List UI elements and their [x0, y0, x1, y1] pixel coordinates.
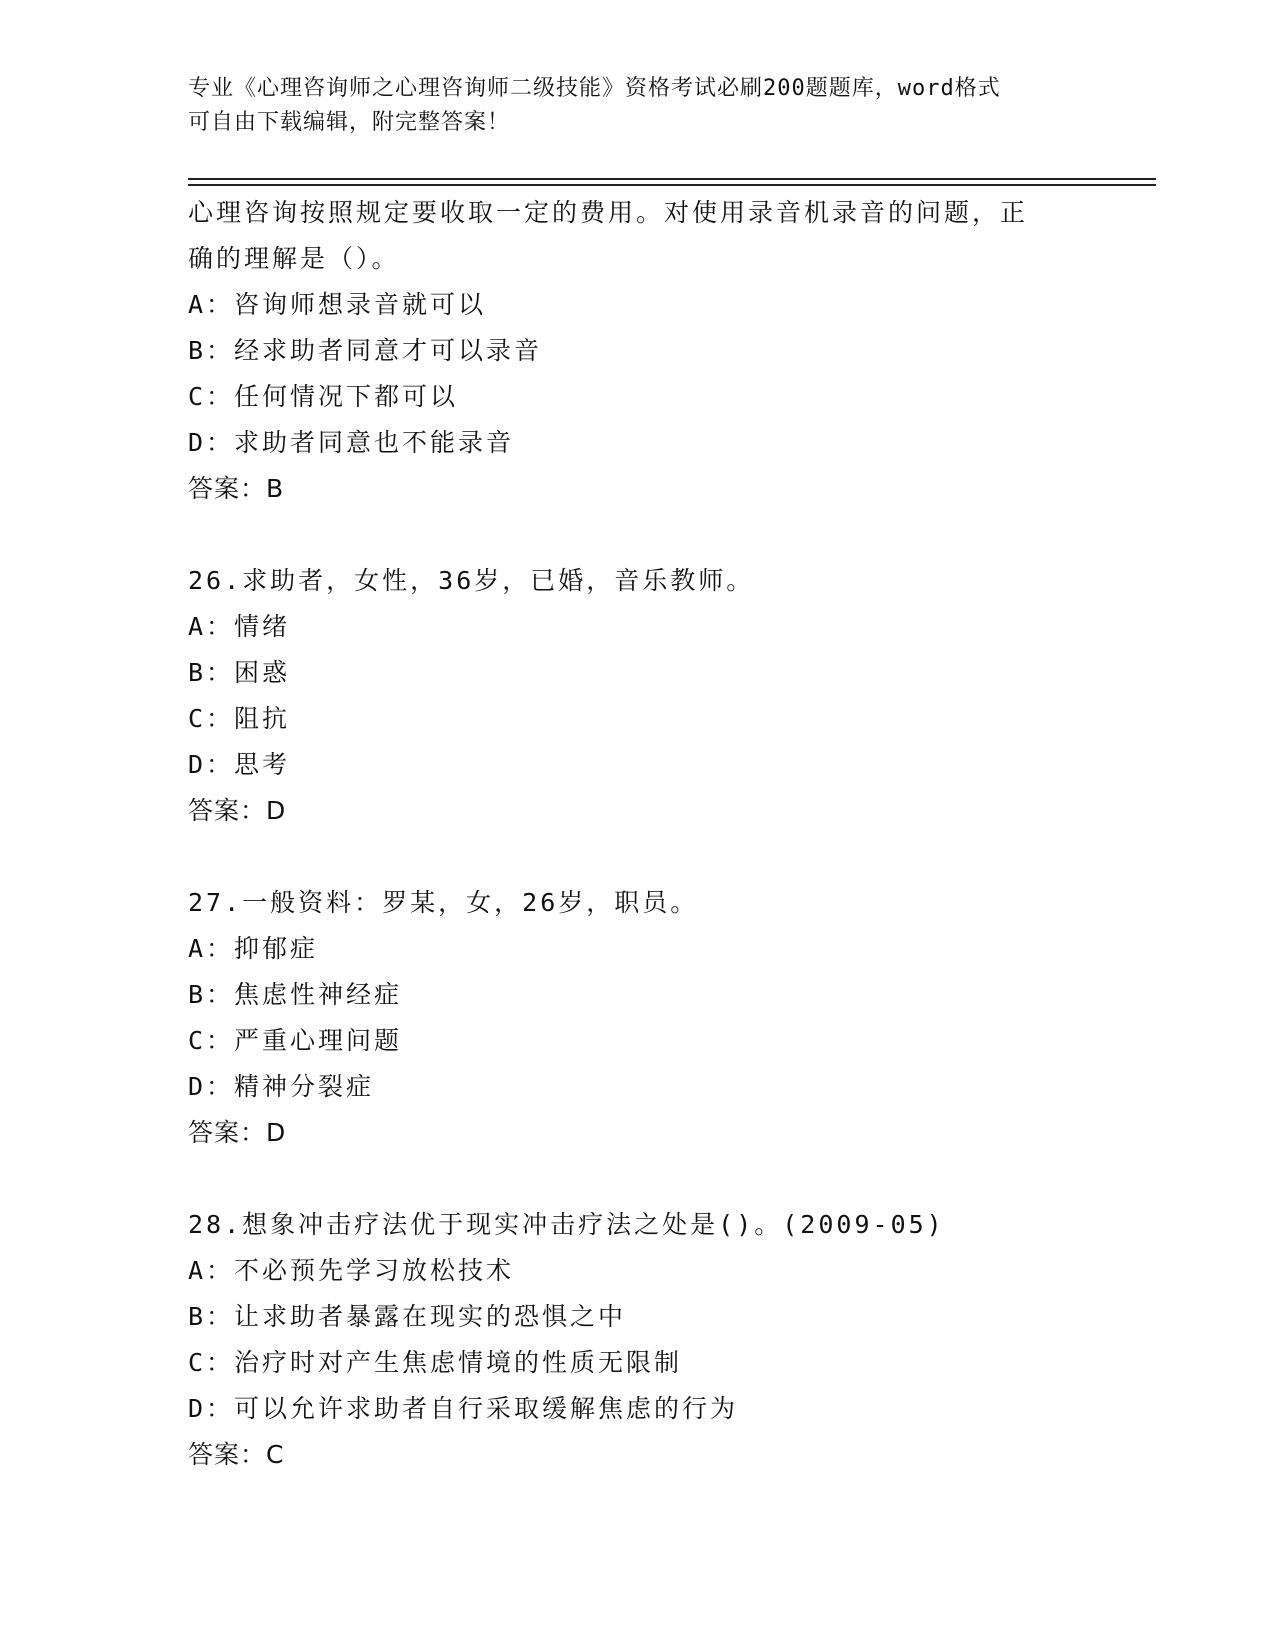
question-block: [188, 190, 1088, 512]
document-header: [188, 72, 1088, 140]
question-list: [188, 190, 1088, 1524]
option-a: A：不必预先学习放松技术: [188, 1256, 515, 1285]
header-line-2: 可自由下载编辑，附完整答案！: [188, 110, 511, 135]
answer-label: 答案：B: [188, 474, 285, 503]
option-c: C：严重心理问题: [188, 1026, 403, 1055]
option-b: B：让求助者暴露在现实的恐惧之中: [188, 1302, 627, 1331]
question-stem: 心理咨询按照规定要收取一定的费用。对使用录音机录音的问题，正: [188, 198, 1029, 227]
option-b: B：焦虑性神经症: [188, 980, 403, 1009]
option-b: B：困惑: [188, 658, 291, 687]
question-stem-continued: 确的理解是（）。: [188, 244, 400, 273]
option-d: D：求助者同意也不能录音: [188, 428, 515, 457]
header-line-1: 专业《心理咨询师之心理咨询师二级技能》资格考试必刷200题题库，word格式: [188, 76, 1001, 101]
answer-label: 答案：D: [188, 796, 287, 825]
header-rule-top: [188, 178, 1156, 180]
option-a: A：情绪: [188, 612, 291, 641]
answer-label: 答案：C: [188, 1440, 285, 1469]
header-rule-bottom: [188, 184, 1156, 186]
question-stem: 28.想象冲击疗法优于现实冲击疗法之处是()。(2009-05): [188, 1210, 945, 1239]
answer-label: 答案：D: [188, 1118, 287, 1147]
option-c: C：阻抗: [188, 704, 291, 733]
option-d: D：精神分裂症: [188, 1072, 375, 1101]
question-block: [188, 1202, 1088, 1478]
option-a: A：咨询师想录音就可以: [188, 290, 487, 319]
option-d: D：可以允许求助者自行采取缓解焦虑的行为: [188, 1394, 739, 1423]
question-stem: 27.一般资料：罗某，女，26岁，职员。: [188, 888, 699, 917]
question-block: [188, 880, 1088, 1156]
question-stem: 26.求助者，女性，36岁，已婚，音乐教师。: [188, 566, 755, 595]
option-b: B：经求助者同意才可以录音: [188, 336, 543, 365]
option-c: C：治疗时对产生焦虑情境的性质无限制: [188, 1348, 683, 1377]
option-d: D：思考: [188, 750, 291, 779]
option-c: C：任何情况下都可以: [188, 382, 459, 411]
option-a: A：抑郁症: [188, 934, 319, 963]
question-block: [188, 558, 1088, 834]
